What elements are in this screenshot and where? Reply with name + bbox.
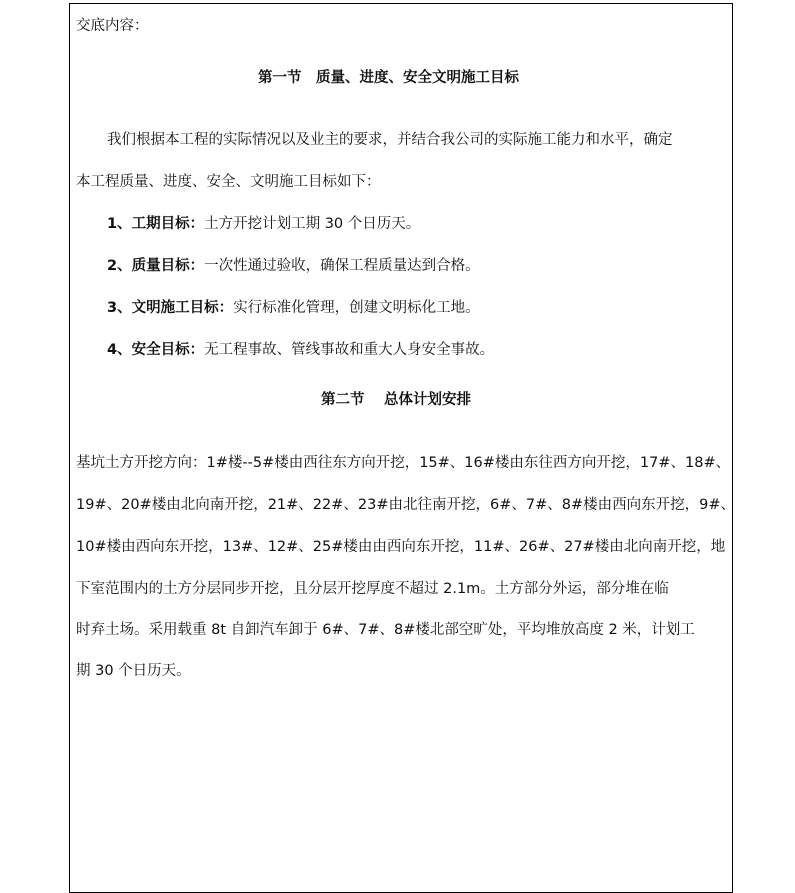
plan-line: 下室范围内的土方分层同步开挖，且分层开挖厚度不超过 2.1m。土方部分外运，部分堆在临: [76, 581, 669, 597]
intro-line-1: 我们根据本工程的实际情况以及业主的要求，并结合我公司的实际施工能力和水平，确定: [107, 132, 673, 148]
goal-civilized-construction: [107, 298, 480, 318]
plan-line: 期 30 个日历天。: [76, 663, 191, 679]
goal-text: 土方开挖计划工期 30 个日历天。: [204, 216, 421, 232]
disclosure-content-label: 交底内容：: [76, 18, 149, 34]
goal-label: 1、工期目标：: [107, 216, 205, 232]
goal-schedule: [107, 214, 420, 234]
plan-line: 时弃土场。采用载重 8t 自卸汽车卸于 6#、7#、8#楼北部空旷处，平均堆放高度 2 米，计划工: [76, 622, 695, 638]
section-2-title: 第二节 总体计划安排: [321, 392, 472, 408]
intro-line-2: 本工程质量、进度、安全、文明施工目标如下：: [76, 174, 381, 190]
goal-label: 3、文明施工目标：: [107, 300, 234, 316]
section-1-title: 第一节 质量、进度、安全文明施工目标: [258, 70, 519, 86]
plan-line: 基坑土方开挖方向：1#楼--5#楼由西往东方向开挖，15#、16#楼由东往西方向开挖，17#、18#、: [76, 455, 731, 471]
goal-text: 一次性通过验收，确保工程质量达到合格。: [204, 258, 480, 274]
goal-label: 2、质量目标：: [107, 258, 205, 274]
goal-label: 4、安全目标：: [107, 342, 205, 358]
goal-text: 无工程事故、管线事故和重大人身安全事故。: [204, 342, 495, 358]
goal-text: 实行标准化管理，创建文明标化工地。: [233, 300, 480, 316]
goal-quality: [107, 256, 480, 276]
plan-line: 19#、20#楼由北向南开挖，21#、22#、23#由北往南开挖，6#、7#、8#楼由西向东开挖，9#、: [76, 497, 735, 513]
plan-line: 10#楼由西向东开挖，13#、12#、25#楼由由西向东开挖，11#、26#、27#楼由北向南开挖，地: [76, 539, 726, 555]
goal-safety: [107, 340, 494, 360]
